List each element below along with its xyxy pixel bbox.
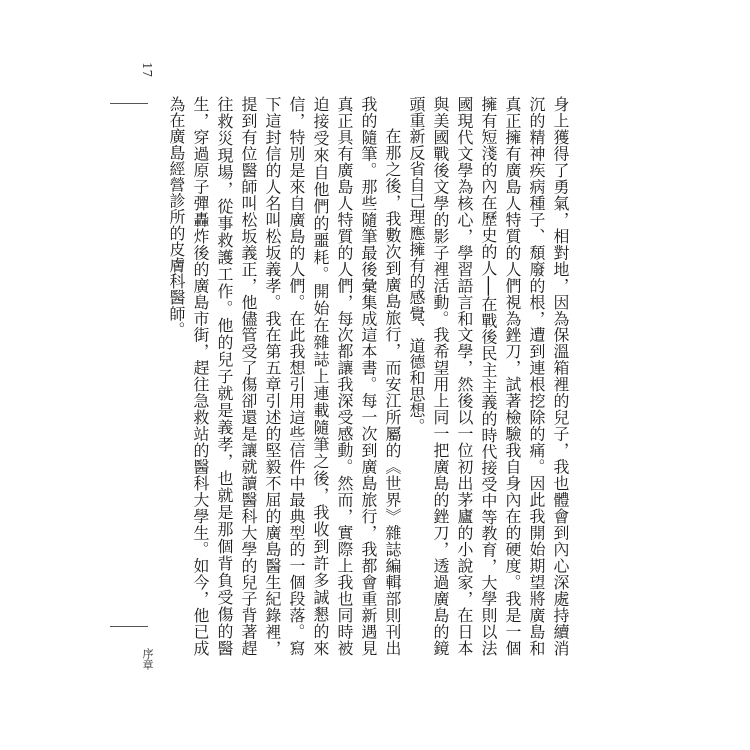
paragraph-2: 在那之後，我數次到廣島旅行，而安江所屬的《世界》雜誌編輯部則刊出我的隨筆。那些隨筆最後彙集成這本書。每一次到廣島旅行，我都會重新遇見真正具有廣島人特質的人們，每次都讓我深受感動。然而，實際上我也同時被迫接受來自他們的噩耗。開始在雜誌上連載隨筆之後，我收到許多誠懇的來信，特別是來自廣島的人們。在此我想引用這些信件中最典型的一個段落。寫下這封信的人名叫松坂義孝。我在第五章引述的堅毅不屈的廣島醫生紀錄裡，提到有位醫師叫松坂義正，他儘管受了傷卻還是讓就讀醫科大學的兒子背著趕往救災現場，從事救護工作。他的兒子就是義孝，也就是那個背負受傷的醫生，穿過原子彈轟炸後的廣島市街，趕往急救站的醫科大學生。如今，他已成為在廣島經營診所的皮膚科醫師。 xyxy=(167,96,402,656)
page-number: 17 xyxy=(140,62,154,78)
top-rule-divider xyxy=(110,103,148,104)
body-text-column xyxy=(167,96,572,656)
running-head-chapter: 序章 xyxy=(141,648,154,670)
paragraph-1: 身上獲得了勇氣，相對地，因為保溫箱裡的兒子，我也體會到內心深處持續消沉的精神疾病種子、頹廢的根，遭到連根挖除的痛。因此我開始期望將廣島和真正擁有廣島人特質的人們視為銼刀，試著檢驗我自身內在的硬度。我是一個擁有短淺的內在歷史的人──在戰後民主主義的時代接受中等教育，大學則以法國現代文學為核心，學習語言和文學，然後以一位初出茅廬的小說家，在日本與美國戰後文學的影子裡活動。我希望用上同一把廣島的銼刀，透過廣島的鏡頭重新反省自己理應擁有的感覺、道德和思想。 xyxy=(407,96,570,656)
bottom-rule-divider xyxy=(110,626,148,627)
